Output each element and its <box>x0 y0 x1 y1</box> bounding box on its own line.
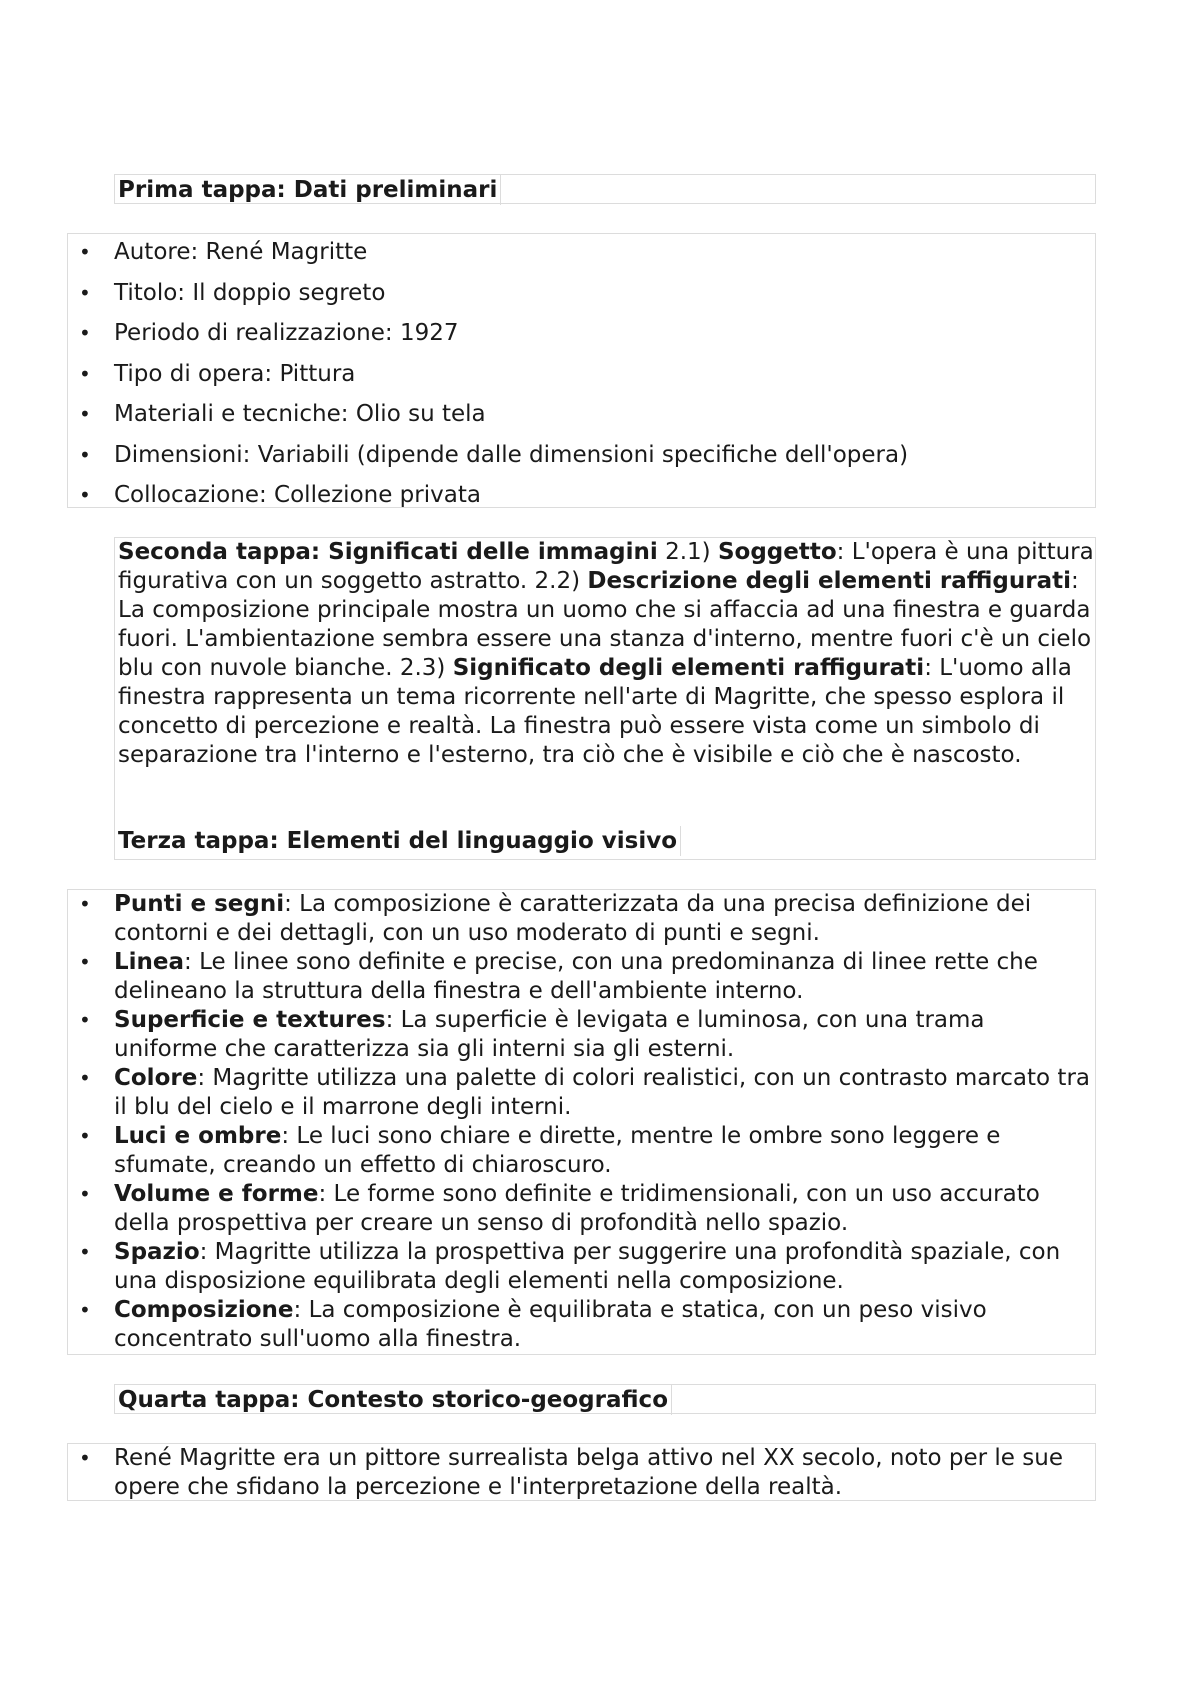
list-item: • Punti e segni: La composizione è caratterizzata da una precisa definizione dei contorni e dei dettagli, con un uso moderato di punti e segni. <box>79 891 1032 946</box>
section2-heading: Seconda tappa: Significati delle immagini <box>118 539 658 565</box>
bullet-icon: • <box>79 950 91 974</box>
bullet-icon: • <box>79 1008 91 1032</box>
list-item: • Periodo di realizzazione: 1927 <box>68 315 1095 356</box>
list-item: • Linea: Le linee sono definite e precise, con una predominanza di linee rette che delineano la struttura della finestra e dell'ambiente interno. <box>79 949 1038 1004</box>
section2-box <box>114 537 1096 860</box>
list-item: • Superficie e textures: La superficie è levigata e luminosa, con una trama uniforme che caratterizza sia gli interni sia gli esterni. <box>79 1007 985 1062</box>
bullet-icon: • <box>79 892 91 916</box>
bullet-icon: • <box>79 321 91 345</box>
bullet-icon: • <box>79 1298 91 1322</box>
bullet-icon: • <box>79 402 91 426</box>
list-item: • René Magritte era un pittore surrealista belga attivo nel XX secolo, noto per le sue opere che sfidano la percezione e l'interpretazione della realtà. <box>79 1445 1063 1500</box>
section1-list-box <box>67 233 1096 508</box>
list-item: • Materiali e tecniche: Olio su tela <box>68 396 1095 437</box>
bullet-icon: • <box>79 240 91 264</box>
section3-list <box>68 890 1095 1354</box>
bullet-icon: • <box>79 1182 91 1206</box>
bullet-icon: • <box>79 280 91 305</box>
section3-heading: Terza tappa: Elementi del linguaggio visivo <box>115 826 681 856</box>
list-item: • Colore: Magritte utilizza una palette di colori realistici, con un contrasto marcato tra il blu del cielo e il marrone degli interni. <box>79 1065 1090 1120</box>
significato-label: Significato degli elementi raffigurati <box>452 655 925 681</box>
section4-heading-box <box>114 1384 1096 1414</box>
bullet-icon: • <box>79 442 91 467</box>
section2-paragraph: Seconda tappa: Significati delle immagini 2.1) Soggetto: L'opera è una pittura figurativa con un soggetto astratto. 2.2) Descrizione degli elementi raffigurati: La composizione principale mostra un uomo che si affaccia ad una finestra e guarda fuori. L'ambientazione sembra essere una stanza d'interno, mentre fuori c'è un cielo blu con nuvole bianche. 2.3) Significato degli elementi raffigurati: L'uomo alla finestra rappresenta un tema ricorrente nell'arte di Magritte, che spesso esplora il concetto di percezione e realtà. La finestra può essere vista come un simbolo di separazione tra l'interno e l'esterno, tra ciò che è visibile e ciò che è nascosto. <box>118 539 1094 768</box>
list-item: • Spazio: Magritte utilizza la prospettiva per suggerire una profondità spaziale, con una disposizione equilibrata degli elementi nella composizione. <box>79 1239 1061 1294</box>
soggetto-label: Soggetto <box>717 539 837 565</box>
list-item: • Volume e forme: Le forme sono definite e tridimensionali, con un uso accurato della prospettiva per creare un senso di profondità nello spazio. <box>79 1181 1040 1236</box>
section1-heading-box <box>114 174 1096 204</box>
section1-heading: Prima tappa: Dati preliminari <box>115 175 501 205</box>
bullet-icon: • <box>79 1124 91 1148</box>
list-item: • Dimensioni: Variabili (dipende dalle dimensioni specifiche dell'opera) <box>68 437 1095 478</box>
descrizione-label: Descrizione degli elementi raffigurati <box>587 568 1071 594</box>
bullet-icon: • <box>79 483 91 507</box>
section4-list <box>68 1444 1095 1502</box>
bullet-icon: • <box>79 1446 91 1470</box>
section4-list-box <box>67 1443 1096 1501</box>
list-item: • Autore: René Magritte <box>68 234 1095 275</box>
list-item: • Composizione: La composizione è equilibrata e statica, con un peso visivo concentrato sull'uomo alla finestra. <box>79 1297 987 1352</box>
section1-list <box>68 234 1095 518</box>
list-item: • Tipo di opera: Pittura <box>68 356 1095 397</box>
bullet-icon: • <box>79 1066 91 1090</box>
bullet-icon: • <box>79 361 91 386</box>
section4-heading: Quarta tappa: Contesto storico-geografico <box>115 1385 672 1415</box>
bullet-icon: • <box>79 1240 91 1264</box>
list-item: • Luci e ombre: Le luci sono chiare e dirette, mentre le ombre sono leggere e sfumate, creando un effetto di chiaroscuro. <box>79 1123 1001 1178</box>
section3-list-box <box>67 889 1096 1355</box>
list-item: • Titolo: Il doppio segreto <box>68 275 1095 316</box>
list-item: • Collocazione: Collezione privata <box>68 477 1095 518</box>
